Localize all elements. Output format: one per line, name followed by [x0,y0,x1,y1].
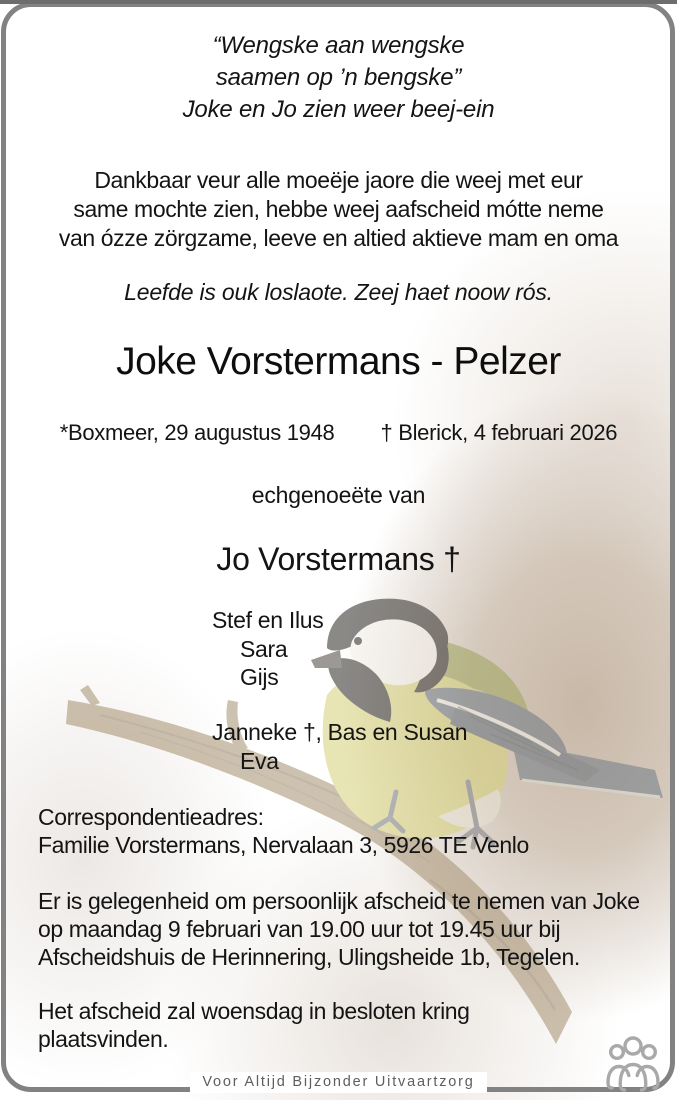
intro-line-2: same mochte zien, hebbe weej aafscheid mótte neme [73,196,604,222]
correspondence-address: Familie Vorstermans, Nervalaan 3, 5926 TE Venlo [38,832,529,858]
motto-line: Leefde is ouk loslaote. Zeej haet noow rós. [124,279,553,305]
family-line: Eva [240,747,279,774]
family-logo-icon [602,1035,664,1093]
intro-line-1: Dankbaar veur alle moeëje jaore die weej met eur [94,167,583,193]
closing-block [38,997,470,1053]
relation-label: echgenoeëte van [251,482,426,508]
deceased-name: Joke Vorstermans - Pelzer [116,340,561,383]
birth-date: *Boxmeer, 29 augustus 1948 [59,420,335,445]
farewell-line-1: Er is gelegenheid om persoonlijk afscheid te nemen van Joke [38,888,640,914]
family-group-2 [212,718,467,775]
top-edge-strip [0,0,677,4]
closing-line-1: Het afscheid zal woensdag in besloten kring [38,998,470,1024]
life-dates [0,420,677,446]
closing-line-2: plaatsvinden. [38,1026,169,1052]
quote-line-1: “Wengske aan wengske [212,32,465,59]
family-group-1 [212,606,323,692]
opening-quote [0,30,677,126]
spouse-name: Jo Vorstermans † [216,541,461,577]
undertaker-name: Voor Altijd Bijzonder Uitvaartzorg [190,1072,486,1093]
intro-paragraph [0,166,677,253]
correspondence-label: Correspondentieadres: [38,804,264,830]
farewell-block [38,887,640,971]
farewell-line-3: Afscheidshuis de Herinnering, Ulingsheide 1b, Tegelen. [38,944,580,970]
quote-line-3: Joke en Jo zien weer beej-ein [182,96,495,123]
intro-line-3: van ózze zörgzame, leeve en altied aktieve mam en oma [58,225,619,251]
family-line: Sara [240,635,288,662]
death-date: † Blerick, 4 februari 2026 [380,420,618,445]
family-line: Stef en Ilus [212,607,324,633]
farewell-line-2: op maandag 9 februari van 19.00 uur tot 19.45 uur bij [38,916,561,942]
family-line: Janneke †, Bas en Susan [212,719,468,745]
family-line: Gijs [240,664,279,690]
quote-line-2: saamen op ’n bengske” [215,64,462,91]
undertaker-footer [0,1072,677,1093]
correspondence-block [38,803,529,859]
